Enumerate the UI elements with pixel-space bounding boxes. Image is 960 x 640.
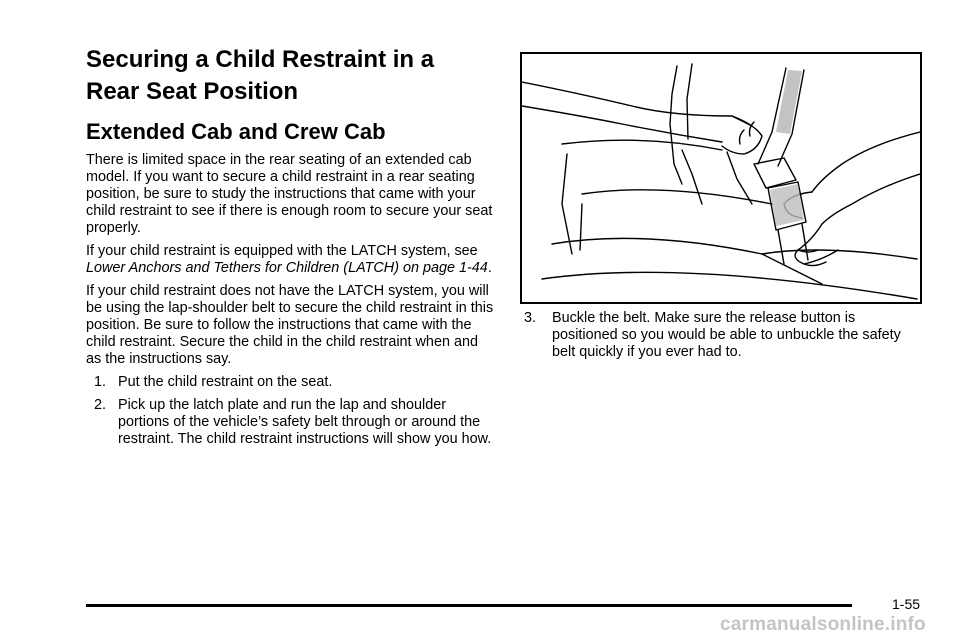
buckle-illustration (520, 52, 922, 304)
right-column (520, 52, 922, 367)
steps-list-left (86, 374, 494, 448)
buckle-strap (778, 224, 808, 264)
step-item-3 (520, 310, 922, 361)
floor-line (542, 272, 917, 299)
step-text: Buckle the belt. Make sure the release button is positioned so you would be able to unbuckle the safety belt quickly if you ever had to. (552, 310, 901, 360)
left-column (86, 44, 494, 454)
page-number: 1-55 (892, 596, 921, 612)
step-number: 3. (524, 310, 537, 326)
step-text: Put the child restraint on the seat. (118, 374, 333, 390)
latch-paragraph (86, 243, 494, 277)
latch-paragraph-suffix: . (487, 260, 492, 276)
seat-edge-mid (580, 204, 582, 250)
latch-cross-reference: Lower Anchors and Tethers for Children (LATCH) on page 1-44 (86, 260, 488, 276)
intro-paragraph: There is limited space in the rear seating of an extended cab model. If you want to secure a child restraint in a rear seating position, be sure to study the instructions that came with your child restraint to see if there is enough room to secure your seat properly. (86, 152, 493, 236)
steps-list-right (520, 310, 922, 361)
right-arm-upper (812, 132, 920, 192)
step-number: 2. (94, 397, 107, 413)
footer-rule (86, 604, 852, 607)
motion-line-2 (740, 130, 745, 144)
buckle-illustration-drawing (522, 54, 920, 302)
seat-cushion-front (582, 190, 772, 204)
step-number: 1. (94, 374, 107, 390)
cushion-seam (682, 150, 702, 204)
right-arm-lower (822, 174, 920, 224)
belt-shading (770, 70, 804, 226)
step-item-1 (86, 374, 494, 391)
left-arm-upper (522, 82, 752, 126)
seat-back-line (670, 66, 682, 184)
section-subtitle: Extended Cab and Crew Cab (86, 119, 386, 144)
latch-paragraph-prefix: If your child restraint is equipped with the LATCH system, see (86, 243, 478, 259)
seat-cushion-top (562, 140, 722, 150)
seat-edge-left (562, 154, 572, 254)
step-item-2 (86, 397, 494, 448)
seat-cushion-lower (552, 238, 822, 284)
left-arm-lower (522, 106, 722, 142)
seat-back-line-2 (687, 64, 692, 139)
site-watermark: carmanualsonline.info (720, 614, 926, 635)
floor-line-2 (762, 250, 917, 259)
no-latch-paragraph: If your child restraint does not have the LATCH system, you will be using the lap-shoulder belt to secure the child restraint in this position. Be sure to follow the instructions that came with the child restraint. Secure the child in the child restraint when and as the instructions say. (86, 283, 494, 367)
page-title: Securing a Child Restraint in a Rear Seat Position (86, 46, 435, 105)
step-text: Pick up the latch plate and run the lap and shoulder portions of the vehicle’s safety belt through or around the restraint. The child restraint instructions will show you how. (118, 397, 492, 447)
